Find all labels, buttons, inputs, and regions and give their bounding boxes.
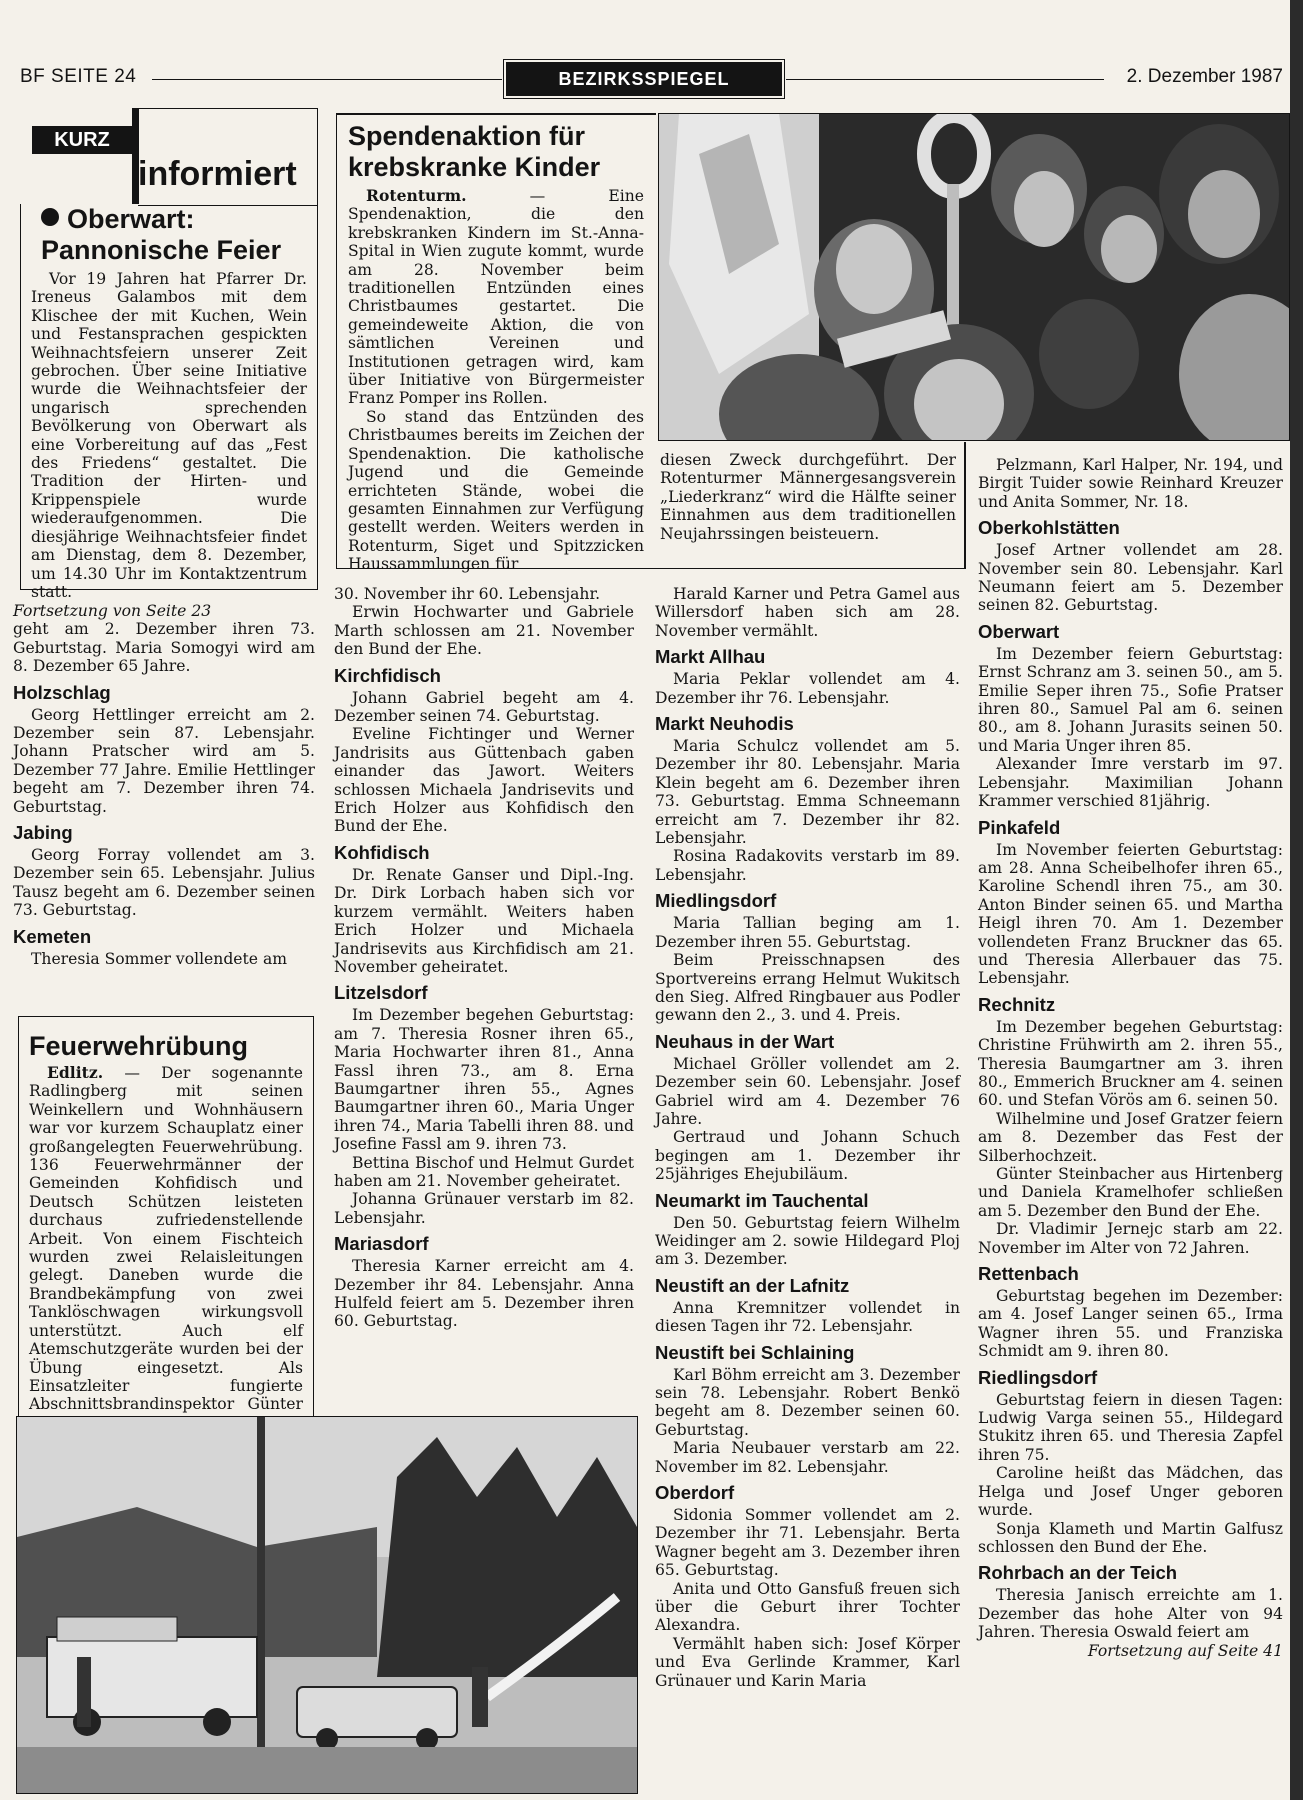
article-title: Oberwart: Pannonische Feier [41, 204, 282, 265]
notice-kohfidisch: Dr. Renate Ganser und Dipl.-Ing. Dr. Dirk Lorbach haben sich vor kurzem vermählt. Weiters haben Erich Holzer und Michaela Jandrisevits aus Kirchfidisch am 21. November geheiratet. [334, 865, 634, 976]
heading-oberkohlstaetten: Oberkohlstätten [978, 517, 1120, 539]
article-oberwart-feier [20, 204, 318, 601]
heading-rettenbach: Rettenbach [978, 1263, 1079, 1285]
heading-mariasdorf: Mariasdorf [334, 1233, 429, 1255]
heading-jabing: Jabing [13, 822, 73, 844]
notice-neumarkt: Den 50. Geburtstag feiern Wilhelm Weidinger am 2. sowie Hildegard Ploj am 3. Dezember. [655, 1213, 960, 1269]
notice-oberkohlstaetten: Josef Artner vollendet am 28. November sein 80. Lebensjahr. Karl Neumann feiert am 5. Dezember seinen 82. Geburtstag. [978, 541, 1283, 615]
photo-image [659, 114, 1289, 440]
heading-rohrbach: Rohrbach an der Teich [978, 1562, 1178, 1584]
heading-neumarkt: Neumarkt im Tauchental [655, 1189, 869, 1211]
notice-miedlingsdorf-1: Maria Tallian beging am 1. Dezember ihren 55. Geburtstag. [655, 914, 960, 951]
notice-neustift-lafnitz: Anna Kremnitzer vollendet in diesen Tagen ihr 72. Lebensjahr. [655, 1298, 960, 1336]
notice-markt-neuhodis-2: Rosina Radakovits verstarb im 89. Lebensjahr. [655, 847, 960, 884]
column-4-notices [978, 456, 1283, 1660]
article-feuerwehruebung [18, 1016, 314, 1422]
heading-markt-neuhodis: Markt Neuhodis [655, 713, 794, 735]
header-rule-left [152, 79, 502, 80]
heading-kirchfidisch: Kirchfidisch [334, 664, 441, 686]
informiert-word: informiert [138, 155, 297, 193]
spenden-paragraph-1: Rotenturm. — Eine Spendenaktion, die den krebskranken Kindern im St.-Anna-Spital in Wien zugute kommt, wurde am 28. November beim traditionellen Entzünden eines Christbaumes gestartet. Die gemeindeweite Aktion, die von sämtlichen Vereinen und Institutionen getragen wird, kam über Initiative von Bürgermeister Franz Pomper ins Rollen. [348, 186, 644, 408]
heading-neustift-schlaining: Neustift bei Schlaining [655, 1341, 855, 1363]
kurz-tag: KURZ [32, 126, 132, 154]
heading-oberwart: Oberwart [978, 620, 1060, 642]
spenden-paragraph-3: diesen Zweck durchgeführt. Der Rotenturmer Männergesangsverein „Liederkranz“ wird die Hälfte seiner Einnahmen aus dem traditionellen Neujahrssingen beisteuern. [660, 451, 956, 543]
column-2-notices [334, 585, 634, 1331]
kurz-informiert-logo [20, 108, 318, 206]
notice-rohrbach: Theresia Janisch erreichte am 1. Dezember das hohe Alter von 94 Jahren. Theresia Oswald feiert am [978, 1586, 1283, 1642]
notice-kirchfidisch-2: Eveline Fichtinger und Werner Jandrisits aus Güttenbach gaben einander das Jawort. Weiters schlossen Michaela Jandrisevits und Erich Holzer aus Kohfidisch den Bund der Ehe. [334, 725, 634, 836]
notice-kirchfidisch-1: Johann Gabriel begeht am 4. Dezember seinen 74. Geburtstag. [334, 688, 634, 726]
notice-markt-allhau: Maria Peklar vollendet am 4. Dezember ihr 76. Lebensjahr. [655, 670, 960, 707]
notice-mariasdorf: Theresia Karner erreicht am 4. Dezember ihr 84. Lebensjahr. Anna Hulfeld feiert am 5. Dezember ihren 60. Geburtstag. [334, 1257, 634, 1331]
heading-pinkafeld: Pinkafeld [978, 816, 1061, 838]
spenden-title: Spendenaktion für krebskranke Kinder [348, 121, 601, 182]
heading-kemeten: Kemeten [13, 925, 92, 947]
continued-text: 30. November ihr 60. Lebensjahr. [334, 585, 601, 603]
header-rule-right [786, 79, 1104, 80]
notice-oberdorf-2: Anita und Otto Gansfuß freuen sich über die Geburt ihrer Tochter Alexandra. [655, 1579, 960, 1635]
notice-kemeten: Theresia Sommer vollendete am [31, 949, 288, 968]
page-edge [1290, 0, 1303, 1800]
section-title: BEZIRKSSPIEGEL [506, 62, 782, 96]
heading-neustift-lafnitz: Neustift an der Lafnitz [655, 1274, 850, 1296]
spenden-border-top [336, 113, 656, 115]
notice-litzelsdorf-1: Im Dezember begehen Geburtstag: am 7. Theresia Rosner ihren 65., Maria Hochwarter ihren 81., Anna Fassl ihren 73., am 8. Erna Baumgartner ihren 55., Agnes Baumgartner ihren 60., Maria Unger ihren 74., Maria Tabelli ihren 88. und Josefine Fassl am 9. ihren 73. [334, 1006, 634, 1154]
spenden-text-right [660, 451, 956, 543]
notice-rechnitz-2: Wilhelmine und Josef Gratzer feiern am 8. Dezember das Fest der Silberhochzeit. [978, 1109, 1283, 1165]
notice-oberwart-2: Alexander Imre verstarb im 97. Lebensjahr. Maximilian Johann Krammer verschied 81jährig. [978, 755, 1283, 811]
notice-rechnitz-1: Im Dezember begehen Geburtstag: Christine Frühwirth am 2. ihren 55., Theresia Baumgartner am 3. ihren 80., Emmerich Bruckner am 4. seinen 60. und Stefan Vörös am 6. seinen 50. [978, 1017, 1283, 1110]
notice-oberdorf-3: Vermählt haben sich: Josef Körper und Eva Gerlinde Krammer, Karl Grünauer und Karin Maria [655, 1634, 960, 1690]
heading-miedlingsdorf: Miedlingsdorf [655, 890, 777, 912]
notice-holzschlag: Georg Hettlinger erreicht am 2. Dezember sein 87. Lebensjahr. Johann Pratscher wird am 5. Dezember 77 Jahre. Emilie Hettlinger begeht am 7. Dezember ihren 74. Geburtstag. [13, 705, 315, 816]
spenden-text-left [348, 121, 644, 574]
page-number: BF SEITE 24 [20, 66, 137, 87]
logo-frame [138, 108, 318, 206]
notice-oberwart-1: Im Dezember feiern Geburtstag: Ernst Schranz am 3. seinen 50., am 5. Emilie Seper ihren 75., Sofie Pratser ihren 80., Samuel Pal am 6. seinen 80., am 8. Johann Jurasits seinen 50. und Maria Unger ihren 85. [978, 644, 1283, 755]
continued-text: Harald Karner und Petra Gamel aus Willersdorf haben sich am 28. November vermählt. [655, 585, 960, 640]
spenden-paragraph-2: So stand das Entzünden des Christbaumes bereits im Zeichen der Spendenaktion. Die katholische Jugend und die Gemeinde errichteten Stände, wobei die gesamten Einnahmen zur Verfügung gestellt werden. Weiters werden in Rotenturm, Siget und Spitzzicken Haussammlungen für [348, 407, 644, 574]
continued-text: Pelzmann, Karl Halper, Nr. 194, und Birgit Tuider sowie Reinhard Kreuzer und Anita Sommer, Nr. 18. [978, 456, 1283, 511]
column-1-notices [13, 596, 315, 968]
notice-rechnitz-4: Dr. Vladimir Jernejc starb am 22. November im Alter von 72 Jahren. [978, 1220, 1283, 1257]
notice-jabing: Georg Forray vollendet am 3. Dezember sein 65. Lebensjahr. Julius Tausz begeht am 6. Dezember seinen 73. Geburtstag. [13, 846, 315, 920]
notice-neuhaus-1: Michael Gröller vollendet am 2. Dezember sein 60. Lebensjahr. Josef Gabriel wird am 4. Dezember 76 Jahre. [655, 1054, 960, 1128]
article-body: Vor 19 Jahren hat Pfarrer Dr. Ireneus Galambos mit dem Klischee der mit Kuchen, Wein und Festansprachen gespickten Weihnachtsfeiern unserer Zeit gebrochen. Über seine Initiative wurde die Weihnachtsfeier der ungarisch sprechenden Bevölkerung von Oberwart als eine Vorbereitung auf das „Fest des Friedens“ gestaltet. Die Tradition der Hirten- und Krippenspiele wurde wiederaufgenommen. Die diesjährige Weihnachtsfeier findet am Dienstag, dem 8. Dezember, um 14.30 Uhr im Kontaktzentrum statt. [31, 270, 307, 601]
column-3-notices [655, 585, 960, 1690]
notice-oberdorf-1: Sidonia Sommer vollendet am 2. Dezember ihr 71. Lebensjahr. Berta Wagner begeht am 3. Dezember ihren 65. Geburtstag. [655, 1506, 960, 1580]
spenden-border-right [964, 442, 966, 569]
notice-rettenbach: Geburtstag begehen im Dezember: am 4. Josef Langer seinen 65., Irma Wagner ihren 55. und Franziska Schmidt am 9. ihren 80. [978, 1287, 1283, 1361]
heading-neuhaus: Neuhaus in der Wart [655, 1030, 835, 1052]
bullet-icon [41, 208, 59, 226]
heading-kohfidisch: Kohfidisch [334, 841, 430, 863]
heading-riedlingsdorf: Riedlingsdorf [978, 1366, 1098, 1388]
fortsetzung-auf: Fortsetzung auf Seite 41 [1087, 1641, 1283, 1660]
notice-riedlingsdorf-1: Geburtstag feiern in diesen Tagen: Ludwig Varga seinen 55., Hildegard Stukitz ihren 65. und Theresia Zapfel ihren 75. [978, 1390, 1283, 1464]
notice-pinkafeld: Im November feierten Geburtstag: am 28. Anna Scheibelhofer ihren 65., Karoline Schendl ihren 75., am 30. Anton Binder seinen 65. und Martha Heigl ihren 70. Am 1. Dezember vollendeten Franz Bruckner das 65. und Theresia Allerbauer das 75. Lebensjahr. [978, 840, 1283, 988]
continued-text: geht am 2. Dezember ihren 73. Geburtstag. Maria Somogyi wird am 8. Dezember 65 Jahre. [13, 620, 315, 676]
notice-neuhaus-2: Gertraud und Johann Schuch begingen am 1. Dezember ihr 25jähriges Ehejubiläum. [655, 1128, 960, 1184]
notice-riedlingsdorf-2: Caroline heißt das Mädchen, das Helga und Josef Unger geboren wurde. [978, 1464, 1283, 1520]
notice-litzelsdorf-2: Bettina Bischof und Helmut Gurdet haben am 21. November geheiratet. [334, 1153, 634, 1190]
heading-oberdorf: Oberdorf [655, 1482, 735, 1504]
heading-rechnitz: Rechnitz [978, 993, 1056, 1015]
photo-children-nikolaus [658, 113, 1290, 441]
notice-neustift-schlaining-1: Karl Böhm erreicht am 3. Dezember sein 78. Lebensjahr. Robert Benkö begeht am 8. Dezember seinen 60. Geburtstag. [655, 1365, 960, 1439]
feuerwehr-title: Feuerwehrübung [29, 1031, 249, 1061]
notice-rechnitz-3: Günter Steinbacher aus Hirtenberg und Daniela Kramelhofer schließen am 5. Dezember den Bund der Ehe. [978, 1165, 1283, 1220]
notice-litzelsdorf-3: Johanna Grünauer verstarb im 82. Lebensjahr. [334, 1190, 634, 1227]
photo-image [17, 1417, 637, 1793]
heading-holzschlag: Holzschlag [13, 681, 111, 703]
notice-markt-neuhodis-1: Maria Schulcz vollendet am 5. Dezember ihr 80. Lebensjahr. Maria Klein begeht am 6. Dezember ihren 73. Geburtstag. Emma Schneemann erreicht am 7. Dezember ihr 82. Lebensjahr. [655, 737, 960, 848]
heading-markt-allhau: Markt Allhau [655, 646, 766, 668]
notice-neustift-schlaining-2: Maria Neubauer verstarb am 22. November im 82. Lebensjahr. [655, 1439, 960, 1476]
notice-riedlingsdorf-3: Sonja Klameth und Martin Galfusz schlossen den Bund der Ehe. [978, 1519, 1283, 1556]
heading-litzelsdorf: Litzelsdorf [334, 982, 428, 1004]
fortsetzung-von: Fortsetzung von Seite 23 [13, 602, 212, 620]
photo-fire-drill [16, 1416, 638, 1794]
issue-date: 2. Dezember 1987 [1126, 66, 1283, 87]
notice-hochwarter: Erwin Hochwarter und Gabriele Marth schlossen am 21. November den Bund der Ehe. [334, 603, 634, 659]
notice-miedlingsdorf-2: Beim Preisschnapsen des Sportvereins errang Helmut Wukitsch den Sieg. Alfred Ringbauer aus Podler gewann den 2., 3. und 4. Preis. [655, 951, 960, 1025]
feuerwehr-body: Edlitz. — Der sogenannte Radlingberg mit seinen Weinkellern und Wohnhäusern war vor kurzem Schauplatz einer großangelegten Feuerwehrübung. 136 Feuerwehrmänner der Gemeinden Kohfidisch und Deutsch Schützen leisteten durchaus zufriedenstellende Arbeit. Von einem Fischteich wurden zwei Relaisleitungen gelegt. Daneben wurde die Brandbekämpfung von zwei Tanklöschwagen wirkungsvoll unterstützt. Auch elf Atemschutzgeräte wurden bei der Übung eingesetzt. Als Einsatzleiter fungierte Abschnittsbrandinspektor Günter [29, 1063, 303, 1414]
